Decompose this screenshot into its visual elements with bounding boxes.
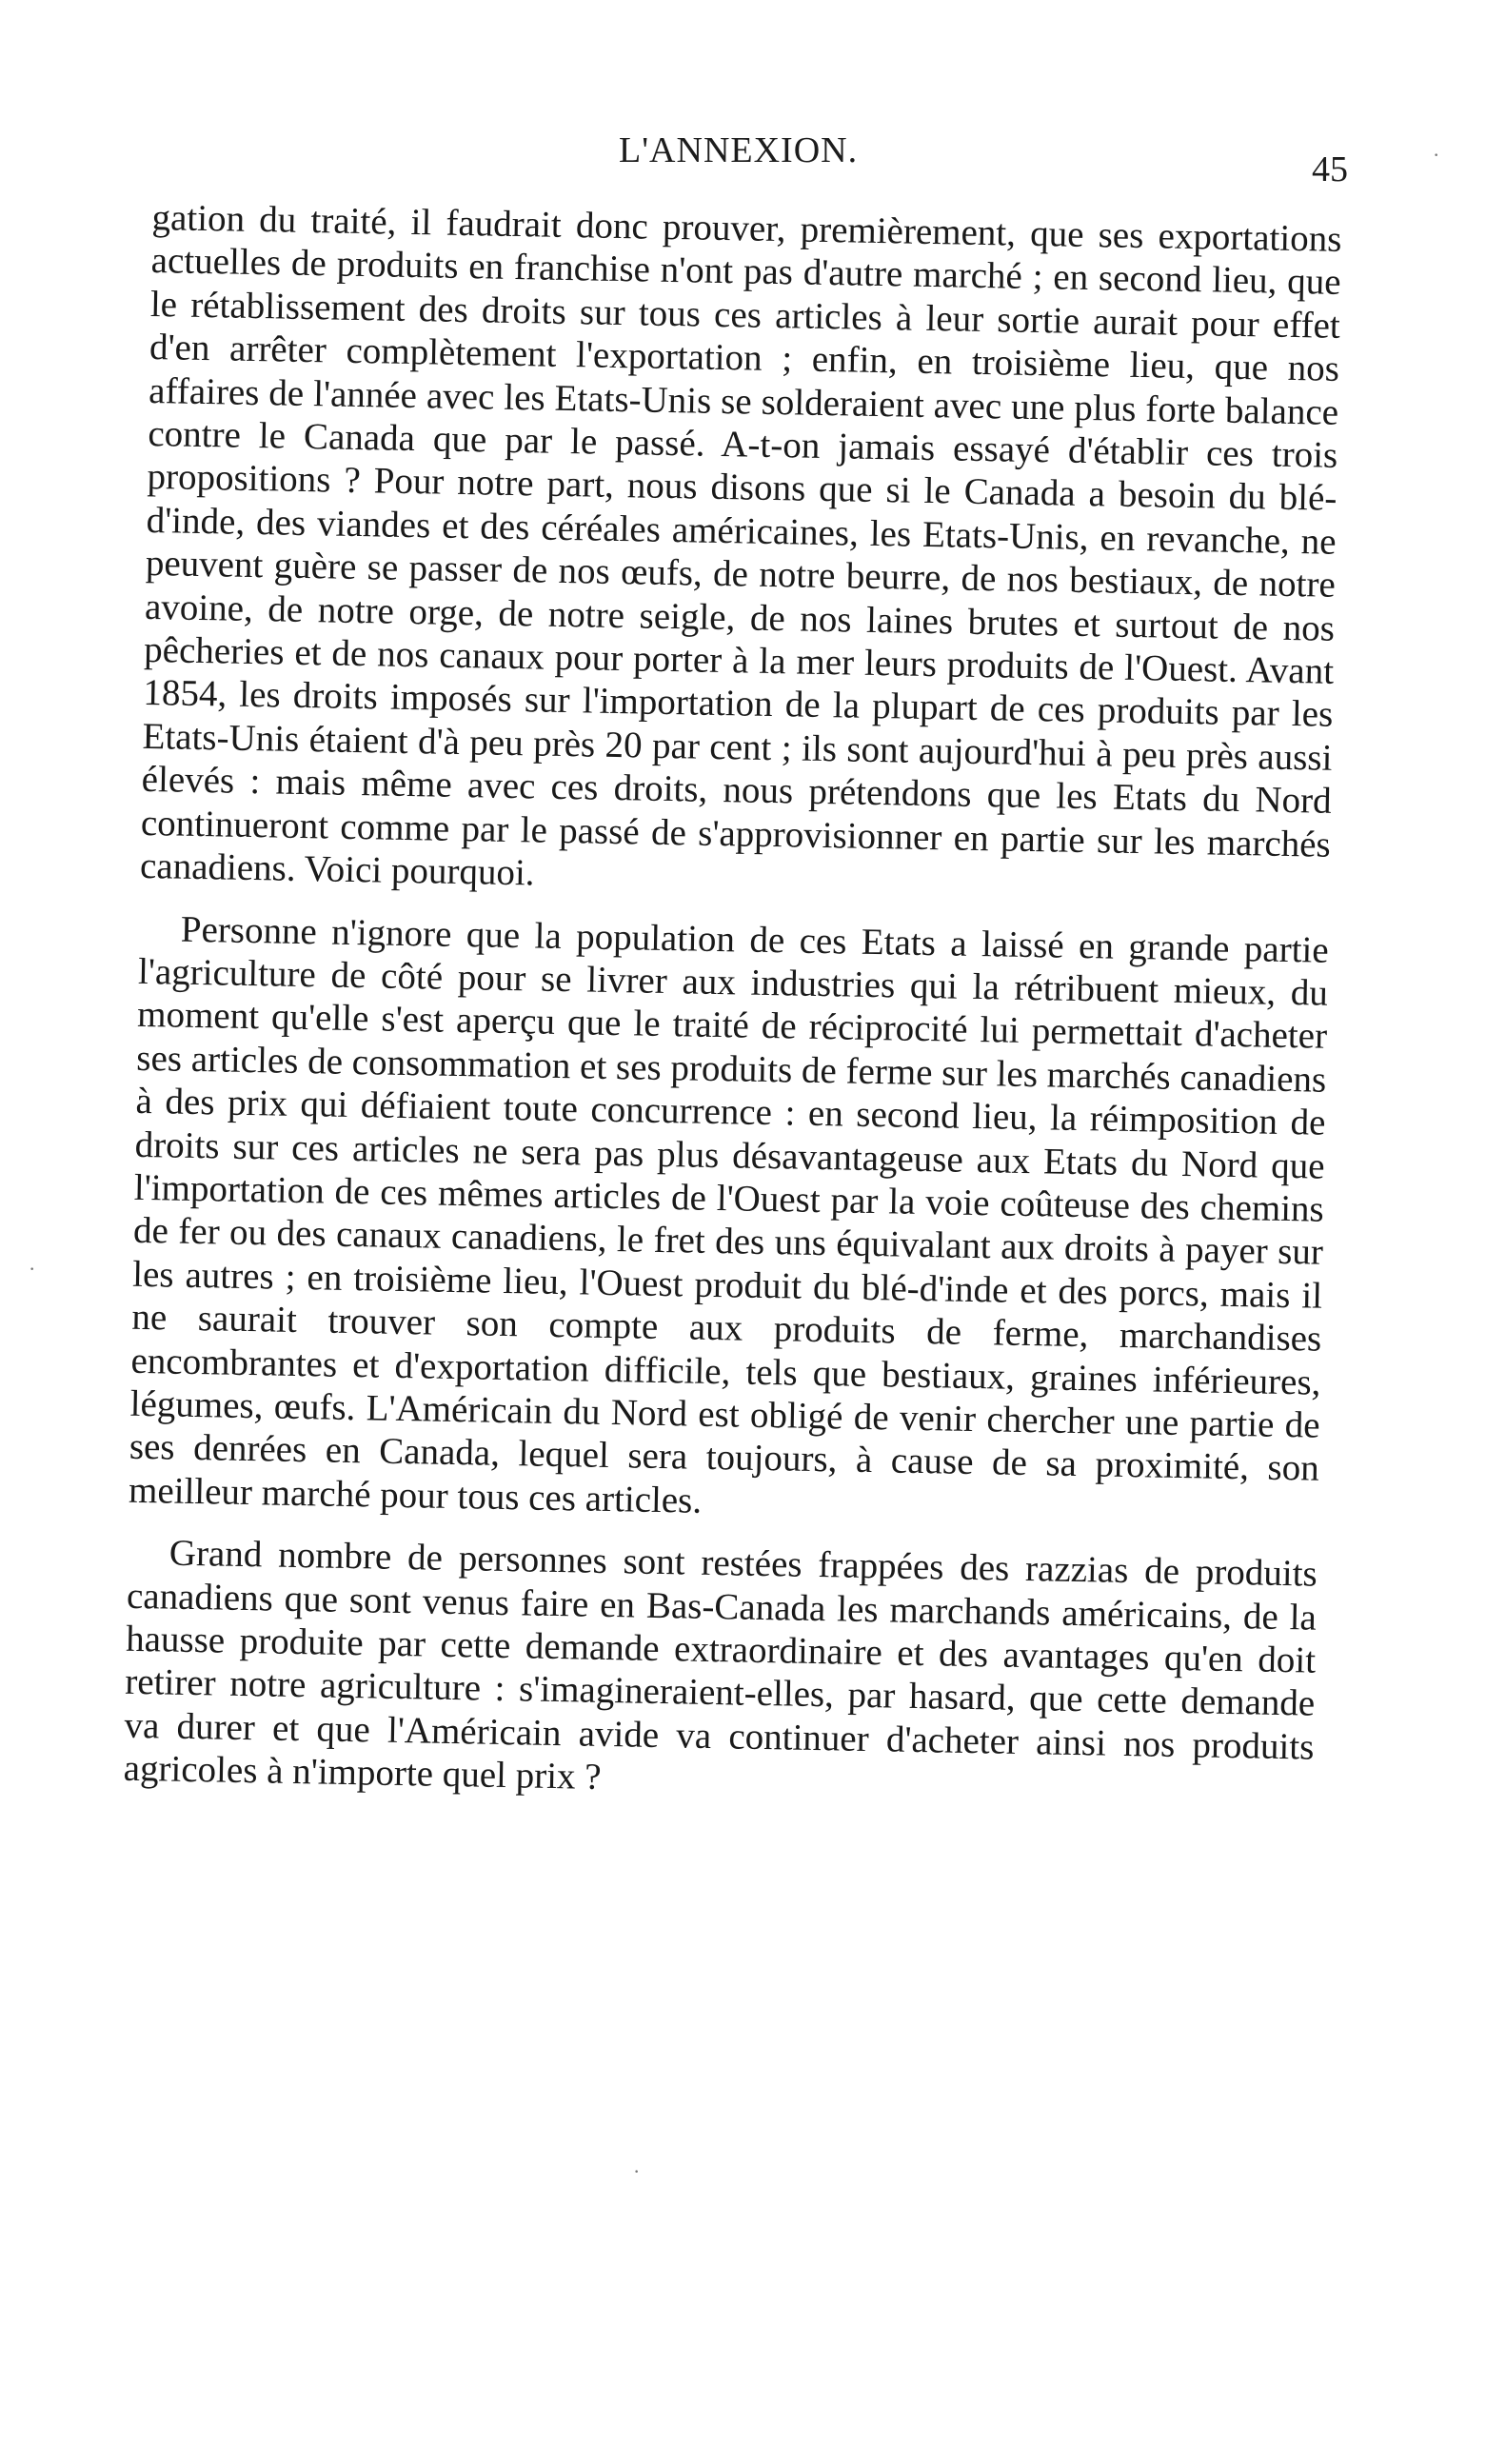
paragraph-2: Personne n'ignore que la population de ces Etats a laissé en grande partie l'agriculture de côté pour se livrer aux industries qui la rétribuent mieux, du moment qu'elle s'est aperçu que le traité de réciprocité lui permettait d'acheter ses articles de consommation et ses produits de ferme sur les marchés canadiens à des prix qui défiaient toute concurrence : en second lieu, la réimposition de droits sur ces articles ne sera pas plus désavantageuse aux Etats du Nord que l'importation de ces mêmes articles de l'Ouest par la voie coûteuse des chemins de fer ou des canaux canadiens, le fret des uns équivalant aux droits à payer sur les autres ; en troisième lieu, l'Ouest produit du blé-d'inde et des porcs, mais il ne saurait trouver son compte aux produits de ferme, marchandises encombrantes et d'exportation difficile, tels que bestiaux, graines inférieures, légumes, œufs. L'Américain du Nord est obligé de venir chercher une partie de ses denrées en Canada, lequel sera toujours, à cause de sa proximité, son meilleur marché pour tous ces articles. [128,908,1330,1521]
page-number: 45 [1312,149,1348,189]
running-title: L'ANNEXION. [619,130,859,170]
body-text [123,196,1342,1831]
paragraph-1: gation du traité, il faudrait donc prouver, premièrement, que ses exportations actuelles de produits en franchise n'ont pas d'autre marché ; en second lieu, que le rétablissement des droits sur tous ces articles à leur sortie aurait pour effet d'en arrêter complètement l'exportation ; enfin, en troisième lieu, que nos affaires de l'année avec les Etats-Unis se solderaient avec une plus forte balance contre le Canada que par le passé. A-t-on jamais essayé d'établir ces trois propositions ? Pour notre part, nous disons que si le Canada a besoin du blé-d'inde, des viandes et des céréales américaines, les Etats-Unis, en revanche, ne peuvent guère se passer de nos œufs, de notre beurre, de nos bestiaux, de notre avoine, de notre orge, de notre seigle, de nos laines brutes et surtout de nos pêcheries et de nos canaux pour porter à la mer leurs produits de l'Ouest. Avant 1854, les droits imposés sur l'importation de la plupart de ces produits par les Etats-Unis étaient d'à peu près 20 par cent ; ils sont aujourd'hui à peu près aussi élevés : mais même avec ces droits, nous prétendons que les Etats du Nord continueront comme par le passé de s'approvisionner en partie sur les marchés canadiens. Voici pourquoi. [139,196,1342,894]
scan-speck: · [1433,143,1440,167]
scan-speck: · [633,2159,641,2183]
scan-speck: · [29,1257,36,1281]
paragraph-3: Grand nombre de personnes sont restées frappées des razzias de produits canadiens que sont venus faire en Bas-Canada les marchands américains, de la hausse produite par cette demande extraordinaire et des avantages qu'en doit retirer notre agriculture : s'imagineraient-elles, par hasard, que cette demande va durer et que l'Américain avide va continuer d'acheter ainsi nos produits agricoles à n'importe quel prix ? [123,1532,1318,1798]
